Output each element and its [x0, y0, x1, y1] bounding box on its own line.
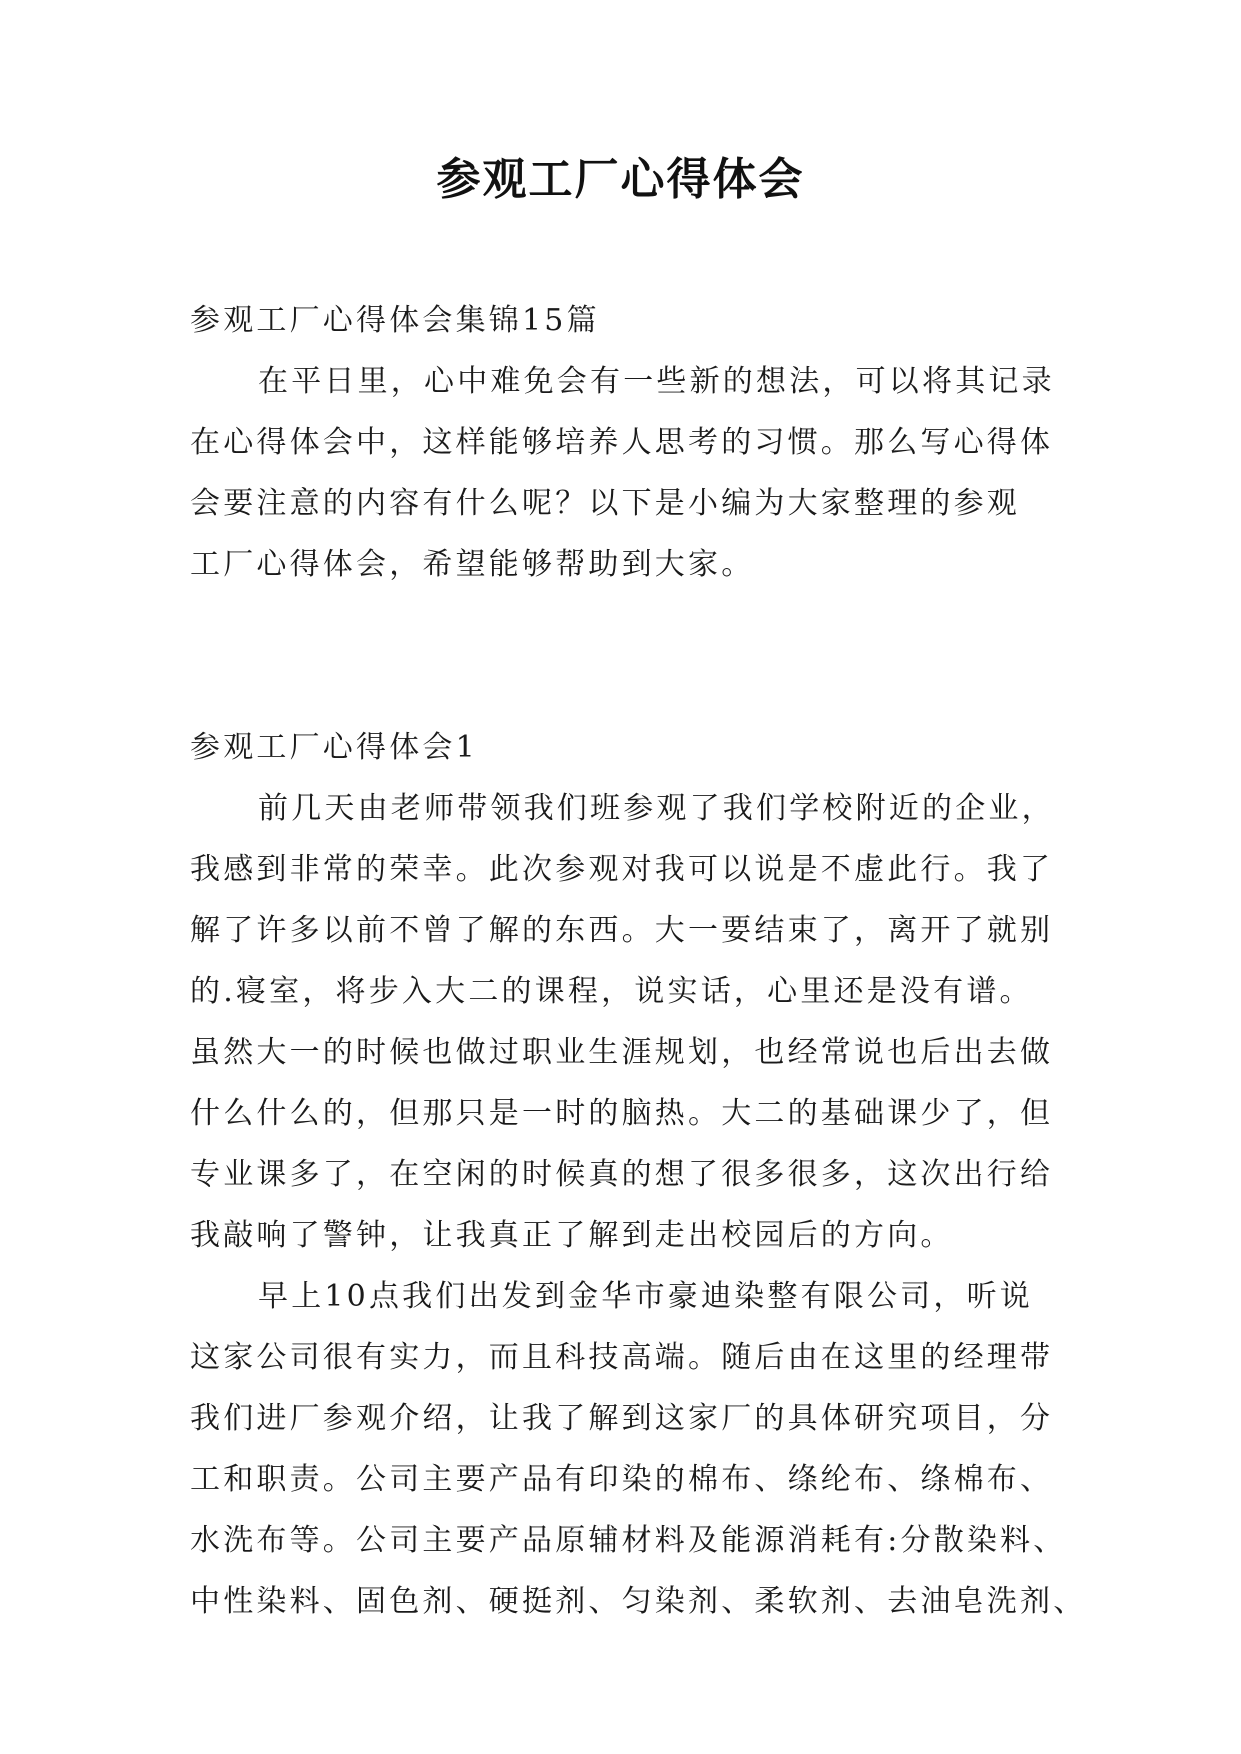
text-line: 解了许多以前不曾了解的东西。大一要结束了，离开了就别 — [190, 913, 1054, 948]
text-line: 前几天由老师带领我们班参观了我们学校附近的企业， — [258, 791, 1055, 826]
text-line: 的.寝室，将步入大二的课程，说实话，心里还是没有谱。 — [190, 974, 1033, 1009]
text-line: 在心得体会中，这样能够培养人思考的习惯。那么写心得体 — [190, 425, 1054, 460]
text-line: 我们进厂参观介绍，让我了解到这家厂的具体研究项目，分 — [190, 1401, 1054, 1436]
text-line: 水洗布等。公司主要产品原辅材料及能源消耗有:分散染料、 — [190, 1523, 1067, 1558]
page-title: 参观工厂心得体会 — [436, 154, 805, 205]
paragraph-gap — [190, 595, 1060, 717]
document-body — [190, 290, 1087, 1632]
text-line: 工厂心得体会，希望能够帮助到大家。 — [190, 547, 755, 582]
text-line: 会要注意的内容有什么呢？以下是小编为大家整理的参观 — [190, 486, 1020, 521]
text-line: 什么什么的，但那只是一时的脑热。大二的基础课少了，但 — [190, 1096, 1054, 1131]
text-line: 虽然大一的时候也做过职业生涯规划，也经常说也后出去做 — [190, 1035, 1054, 1070]
text-line: 我感到非常的荣幸。此次参观对我可以说是不虚此行。我了 — [190, 852, 1054, 887]
text-line: 这家公司很有实力，而且科技高端。随后由在这里的经理带 — [190, 1340, 1054, 1375]
text-line: 工和职责。公司主要产品有印染的棉布、绦纶布、绦棉布、 — [190, 1462, 1054, 1497]
text-line: 参观工厂心得体会1 — [190, 730, 478, 765]
text-line: 早上10点我们出发到金华市豪迪染整有限公司，听说 — [258, 1279, 1033, 1314]
text-line: 我敲响了警钟，让我真正了解到走出校园后的方向。 — [190, 1218, 954, 1253]
text-line: 在平日里，心中难免会有一些新的想法，可以将其记录 — [258, 364, 1055, 399]
text-line: 专业课多了，在空闲的时候真的想了很多很多，这次出行给 — [190, 1157, 1054, 1192]
text-line: 参观工厂心得体会集锦15篇 — [190, 303, 600, 338]
text-line: 中性染料、固色剂、硬挺剂、匀染剂、柔软剂、去油皂洗剂、 — [190, 1584, 1087, 1619]
